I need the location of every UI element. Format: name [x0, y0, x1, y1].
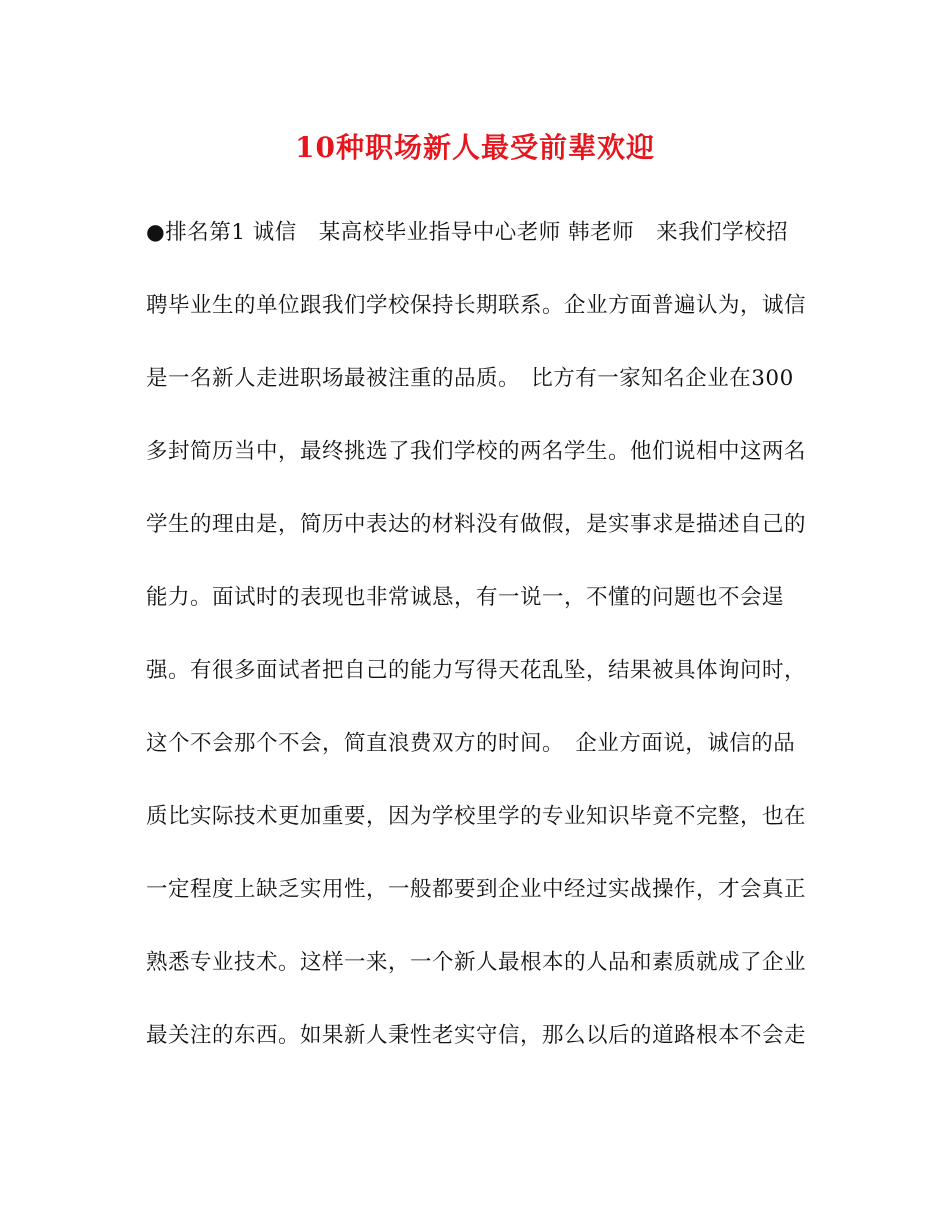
- body-line-10: 一定程度上缺乏实用性，一般都要到企业中经过实战操作，才会真正: [146, 877, 807, 902]
- body-line-12: 最关注的东西。如果新人秉性老实守信，那么以后的道路根本不会走: [146, 1023, 807, 1048]
- body-line-7: 强。有很多面试者把自己的能力写得天花乱坠，结果被具体询问时，: [146, 658, 807, 683]
- body-line-11: 熟悉专业技术。这样一来，一个新人最根本的人品和素质就成了企业: [146, 950, 807, 975]
- body-line-3: 是一名新人走进职场最被注重的品质。 比方有一家知名企业在300: [146, 366, 794, 391]
- document-title: 10种职场新人最受前辈欢迎: [295, 131, 655, 164]
- body-line-9: 质比实际技术更加重要，因为学校里学的专业知识毕竟不完整，也在: [146, 804, 807, 829]
- body-line-6: 能力。面试时的表现也非常诚恳，有一说一，不懂的问题也不会逞: [146, 585, 785, 610]
- body-line-1: ●排名第1 诚信 某高校毕业指导中心老师 韩老师 来我们学校招: [146, 220, 789, 245]
- body-line-5: 学生的理由是，简历中表达的材料没有做假，是实事求是描述自己的: [146, 512, 807, 537]
- body-line-4: 多封简历当中，最终挑选了我们学校的两名学生。他们说相中这两名: [146, 439, 807, 464]
- body-line-8: 这个不会那个不会，简直浪费双方的时间。 企业方面说，诚信的品: [146, 731, 796, 756]
- body-line-2: 聘毕业生的单位跟我们学校保持长期联系。企业方面普遍认为，诚信: [146, 293, 807, 318]
